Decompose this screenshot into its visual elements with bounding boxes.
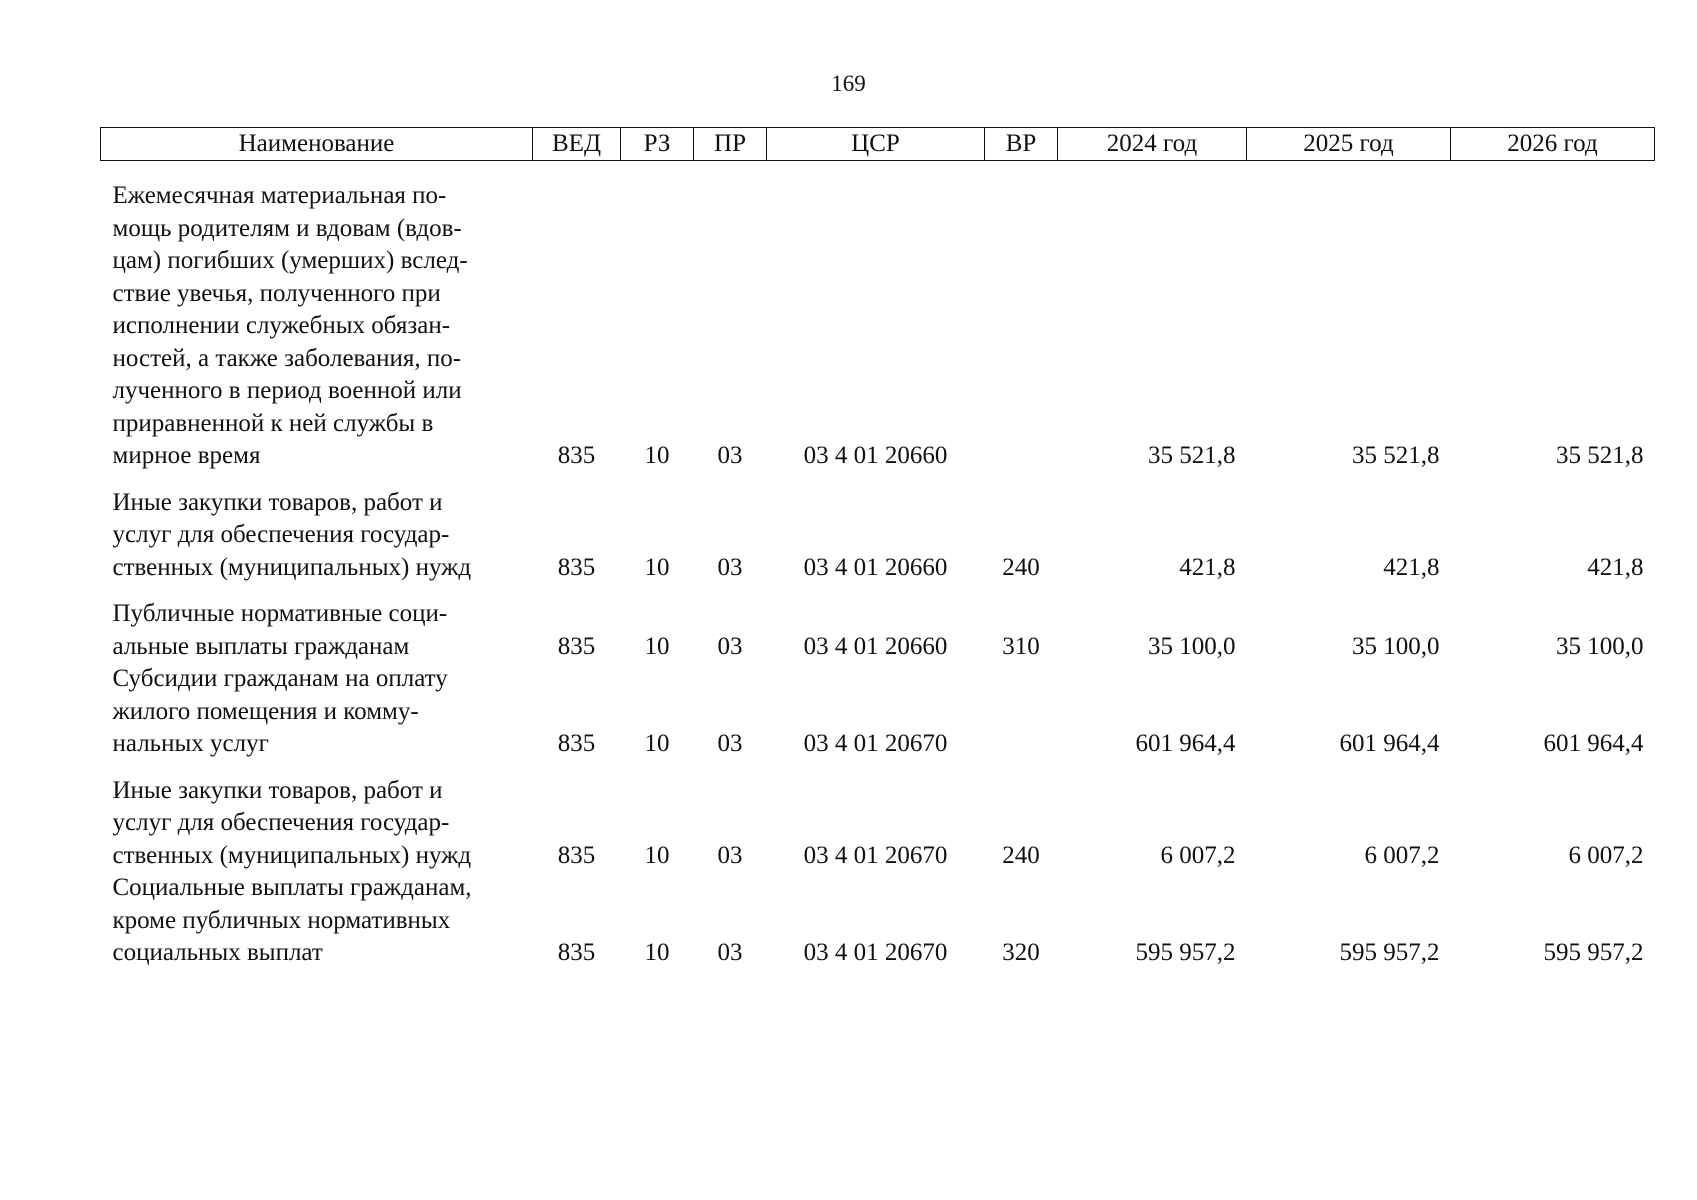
row-2025: 595 957,2 bbox=[1339, 939, 1440, 966]
row-name-line: нальных услуг bbox=[112, 730, 269, 757]
row-pr: 03 bbox=[717, 632, 743, 660]
row-2025: 35 521,8 bbox=[1352, 442, 1440, 469]
row-2025: 35 100,0 bbox=[1352, 632, 1440, 660]
row-vr: 240 bbox=[1002, 553, 1040, 581]
row-vr: 310 bbox=[1002, 632, 1040, 660]
table-row bbox=[101, 161, 1655, 473]
row-pr: 03 bbox=[717, 553, 743, 581]
row-name-line: кроме публичных нормативных bbox=[112, 906, 451, 934]
header-2025: 2025 год bbox=[1247, 128, 1451, 161]
row-name-line: услуг для обеспечения государ- bbox=[112, 521, 450, 548]
row-name-line: мощь родителям и вдовам (вдов- bbox=[112, 214, 462, 242]
header-name: Наименование bbox=[101, 128, 533, 161]
row-2024: 35 100,0 bbox=[1148, 632, 1236, 660]
row-name-line: лученного в период военной или bbox=[112, 377, 462, 404]
row-pr: 03 bbox=[717, 939, 743, 966]
header-rz: РЗ bbox=[621, 128, 694, 161]
row-2026: 601 964,4 bbox=[1543, 730, 1644, 757]
row-2026: 35 521,8 bbox=[1556, 442, 1644, 469]
row-2026: 595 957,2 bbox=[1543, 939, 1644, 966]
row-name-cell bbox=[101, 161, 533, 473]
row-2026: 6 007,2 bbox=[1568, 841, 1644, 869]
row-2024: 601 964,4 bbox=[1135, 730, 1236, 757]
row-vr bbox=[985, 663, 1058, 761]
row-csr: 03 4 01 20670 bbox=[803, 939, 948, 966]
row-csr: 03 4 01 20660 bbox=[803, 442, 948, 469]
table-row bbox=[101, 473, 1655, 585]
row-csr: 03 4 01 20660 bbox=[803, 632, 948, 660]
row-name-cell bbox=[101, 872, 533, 970]
row-2024: 595 957,2 bbox=[1135, 939, 1236, 966]
table-row bbox=[101, 761, 1655, 873]
row-2024: 421,8 bbox=[1179, 553, 1236, 581]
row-rz: 10 bbox=[644, 553, 670, 581]
row-name-cell bbox=[101, 761, 533, 873]
budget-table bbox=[100, 127, 1655, 970]
row-ved: 835 bbox=[557, 632, 596, 660]
row-rz: 10 bbox=[644, 939, 670, 966]
header-ved: ВЕД bbox=[533, 128, 621, 161]
row-ved: 835 bbox=[557, 939, 596, 966]
row-name-line: Иные закупки товаров, работ и bbox=[112, 776, 443, 804]
row-name-line: Субсидии гражданам на оплату bbox=[112, 665, 448, 692]
header-2024: 2024 год bbox=[1058, 128, 1247, 161]
row-name-line: Социальные выплаты гражданам, bbox=[112, 874, 472, 901]
row-ved: 835 bbox=[557, 553, 596, 581]
row-pr: 03 bbox=[717, 730, 743, 757]
row-pr: 03 bbox=[717, 442, 743, 469]
row-csr: 03 4 01 20660 bbox=[803, 553, 948, 581]
row-rz: 10 bbox=[644, 841, 670, 869]
row-ved: 835 bbox=[557, 442, 596, 469]
row-name-line: ствие увечья, полученного при bbox=[112, 279, 441, 307]
row-name-line: услуг для обеспечения государ- bbox=[112, 809, 450, 836]
row-csr: 03 4 01 20670 bbox=[803, 730, 948, 757]
row-2025: 6 007,2 bbox=[1364, 841, 1440, 869]
row-2024: 6 007,2 bbox=[1160, 841, 1236, 869]
row-ved: 835 bbox=[557, 730, 596, 757]
row-name-line: цам) погибших (умерших) вслед- bbox=[112, 247, 468, 274]
row-rz: 10 bbox=[644, 632, 670, 660]
row-2025: 601 964,4 bbox=[1339, 730, 1440, 757]
table-row bbox=[101, 872, 1655, 970]
row-name-line: Иные закупки товаров, работ и bbox=[112, 488, 443, 516]
row-name-line: приравненной к ней службы в bbox=[112, 409, 434, 437]
row-2024: 35 521,8 bbox=[1148, 442, 1236, 469]
header-2026: 2026 год bbox=[1451, 128, 1655, 161]
row-name-line: мирное время bbox=[112, 442, 261, 469]
row-name-line: социальных выплат bbox=[112, 939, 323, 966]
row-csr: 03 4 01 20670 bbox=[803, 841, 948, 869]
row-pr: 03 bbox=[717, 841, 743, 869]
page-number: 169 bbox=[831, 71, 866, 96]
row-2026: 35 100,0 bbox=[1556, 632, 1644, 660]
row-vr: 240 bbox=[1002, 841, 1040, 869]
row-name-line: альные выплаты гражданам bbox=[112, 632, 410, 660]
row-name-cell bbox=[101, 584, 533, 663]
row-2025: 421,8 bbox=[1383, 553, 1440, 581]
table-row bbox=[101, 663, 1655, 761]
row-2026: 421,8 bbox=[1587, 553, 1644, 581]
row-rz: 10 bbox=[644, 442, 670, 469]
row-vr: 320 bbox=[1002, 939, 1040, 966]
row-name-line: ностей, а также заболевания, по- bbox=[112, 344, 462, 372]
row-name-cell bbox=[101, 663, 533, 761]
row-name-line: Ежемесячная материальная по- bbox=[112, 182, 447, 209]
row-name-line: ственных (муниципальных) нужд bbox=[112, 553, 472, 581]
row-name-line: ственных (муниципальных) нужд bbox=[112, 841, 472, 869]
row-name-cell bbox=[101, 473, 533, 585]
header-pr: ПР bbox=[694, 128, 767, 161]
header-vr: ВР bbox=[985, 128, 1058, 161]
header-csr: ЦСР bbox=[767, 128, 985, 161]
row-ved: 835 bbox=[557, 841, 596, 869]
table-row bbox=[101, 584, 1655, 663]
row-rz: 10 bbox=[644, 730, 670, 757]
row-name-line: Публичные нормативные соци- bbox=[112, 600, 448, 627]
row-vr bbox=[985, 161, 1058, 473]
row-name-line: исполнении служебных обязан- bbox=[112, 312, 451, 339]
table-header-row bbox=[101, 128, 1655, 161]
row-name-line: жилого помещения и комму- bbox=[112, 697, 419, 725]
